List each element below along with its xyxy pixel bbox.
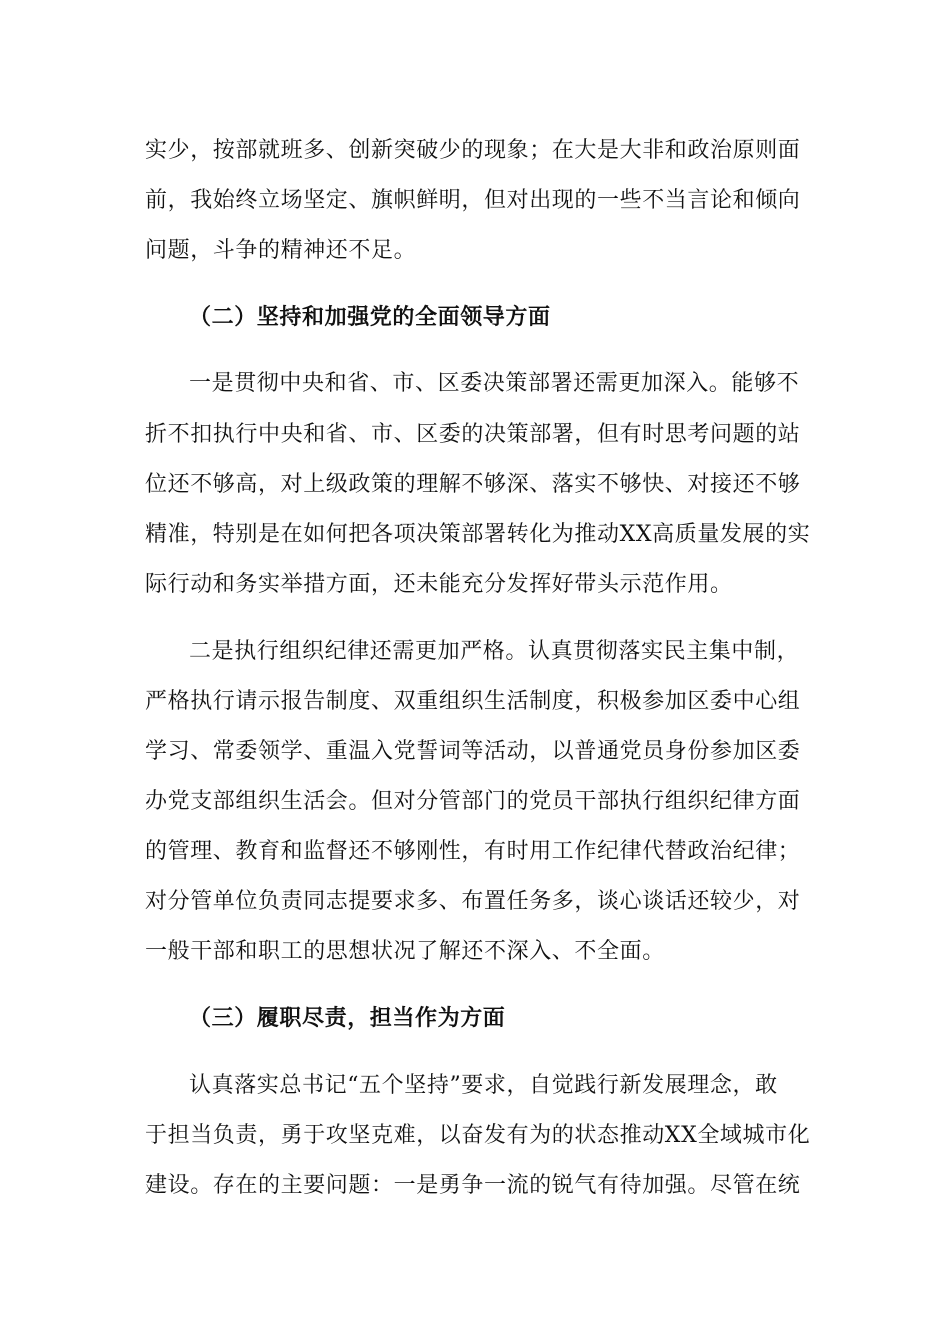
paragraph-line: 认真落实总书记“五个坚持”要求，自觉践行新发展理念，敢 [189,1073,778,1098]
section-heading: （三）履职尽责，担当作为方面 [189,1006,506,1031]
paragraph-line: 位还不够高，对上级政策的理解不够深、落实不够快、对接还不够 [145,472,801,497]
paragraph-line: 折不扣执行中央和省、市、区委的决策部署，但有时思考问题的站 [145,422,801,447]
paragraph-line: 严格执行请示报告制度、双重组织生活制度，积极参加区委中心组 [145,689,801,714]
paragraph-line: 前，我始终立场坚定、旗帜鲜明，但对出现的一些不当言论和倾向 [145,188,801,213]
paragraph-line: 一般干部和职工的思想状况了解还不深入、不全面。 [145,939,665,964]
paragraph-line: 的管理、教育和监督还不够刚性，有时用工作纪律代替政治纪律； [145,839,801,864]
paragraph-line: 一是贯彻中央和省、市、区委决策部署还需更加深入。能够不 [189,371,800,396]
paragraph-line: 际行动和务实举措方面，还未能充分发挥好带头示范作用。 [145,572,733,597]
section-heading: （二）坚持和加强党的全面领导方面 [189,305,551,330]
paragraph-line: 二是执行组织纪律还需更加严格。认真贯彻落实民主集中制， [189,639,800,664]
paragraph-line: 于担当负责，勇于攻坚克难，以奋发有为的状态推动XX全域城市化 [145,1123,811,1148]
paragraph-line: 办党支部组织生活会。但对分管部门的党员干部执行组织纪律方面 [145,789,801,814]
paragraph-line: 对分管单位负责同志提要求多、布置任务多，谈心谈话还较少，对 [145,889,801,914]
paragraph-line: 实少，按部就班多、创新突破少的现象；在大是大非和政治原则面 [145,138,801,163]
paragraph-line: 建设。存在的主要问题：一是勇争一流的锐气有待加强。尽管在统 [145,1173,801,1198]
paragraph-line: 学习、常委领学、重温入党誓词等活动，以普通党员身份参加区委 [145,739,801,764]
paragraph-line: 问题，斗争的精神还不足。 [145,238,417,263]
paragraph-line: 精准，特别是在如何把各项决策部署转化为推动XX高质量发展的实 [145,522,811,547]
